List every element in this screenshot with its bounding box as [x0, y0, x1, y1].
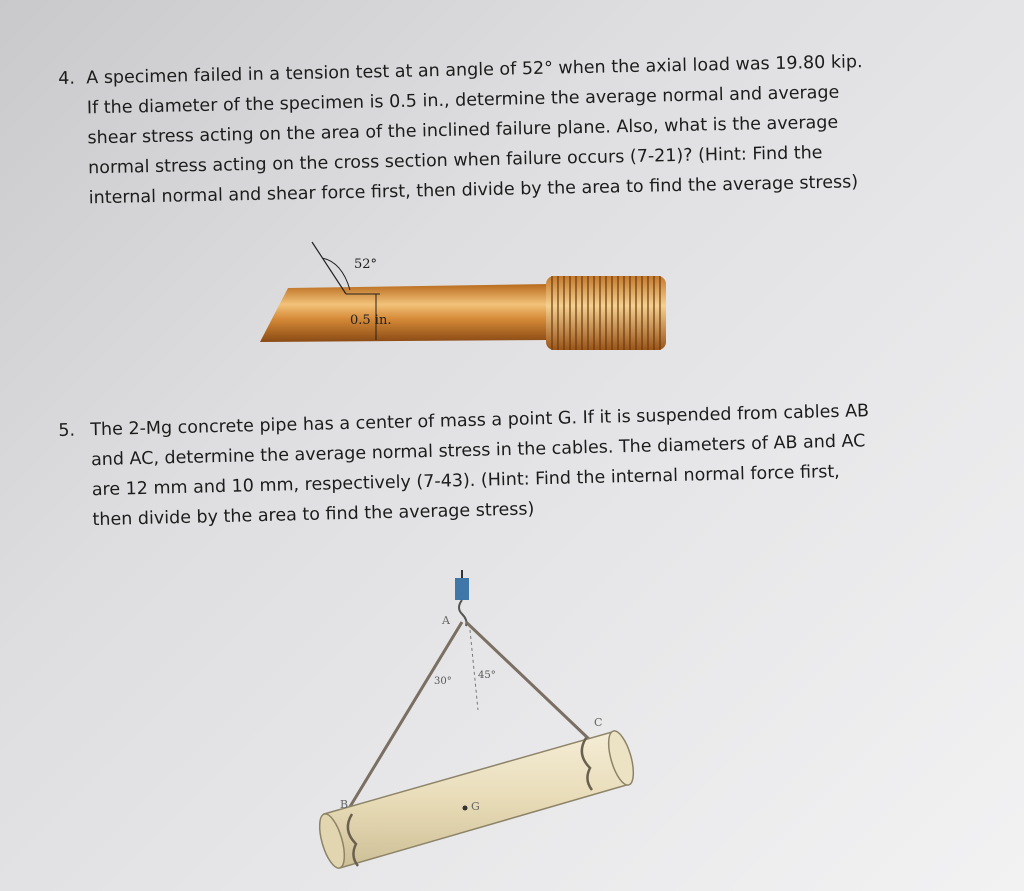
cable-ac — [466, 622, 590, 740]
problem-4-line: internal normal and shear force first, then divide by the area to find the average stress) — [88, 172, 859, 209]
angle-30-label: 30° — [434, 676, 452, 687]
failure-plane-line — [312, 242, 346, 294]
problem-4-text — [86, 46, 941, 214]
problem-4-line: shear stress acting on the area of the inclined failure plane. Also, what is the average — [87, 112, 839, 149]
problem-4-line: A specimen failed in a tension test at an angle of 52° when the axial load was 19.80 kip. — [86, 52, 863, 89]
center-of-mass-marker — [463, 806, 468, 811]
label-c: C — [594, 716, 603, 729]
angle-label: 52° — [354, 257, 378, 272]
problem-4-line: If the diameter of the specimen is 0.5 in., determine the average normal and average — [86, 82, 840, 119]
problem-5-line: The 2-Mg concrete pipe has a center of mass a point G. If it is suspended from cables AB — [90, 401, 870, 441]
pipe-figure — [300, 570, 650, 880]
threaded-end — [546, 276, 666, 350]
diameter-label: 0.5 in. — [350, 313, 392, 328]
vertical-reference-line — [470, 630, 478, 710]
angle-45-label: 45° — [478, 670, 496, 681]
problem-4-line: normal stress acting on the cross section when failure occurs (7-21)? (Hint: Find the — [87, 143, 823, 179]
problem-4 — [58, 46, 941, 214]
hook-icon — [455, 570, 469, 626]
problem-4-number: 4. — [58, 68, 76, 89]
problem-5 — [58, 394, 941, 535]
specimen-rod — [260, 284, 550, 342]
problem-5-line: are 12 mm and 10 mm, respectively (7-43). (Hint: Find the internal normal force first, — [91, 461, 841, 501]
label-b: B — [340, 798, 349, 811]
problem-5-line: and AC, determine the average normal stress in the cables. The diameters of AB and AC — [90, 431, 866, 471]
problem-5-number: 5. — [58, 420, 76, 441]
label-a: A — [442, 614, 450, 627]
specimen-figure — [250, 232, 690, 357]
problem-5-line: then divide by the area to find the average stress) — [92, 499, 535, 531]
problem-5-text — [90, 394, 941, 535]
label-g: G — [471, 800, 480, 813]
